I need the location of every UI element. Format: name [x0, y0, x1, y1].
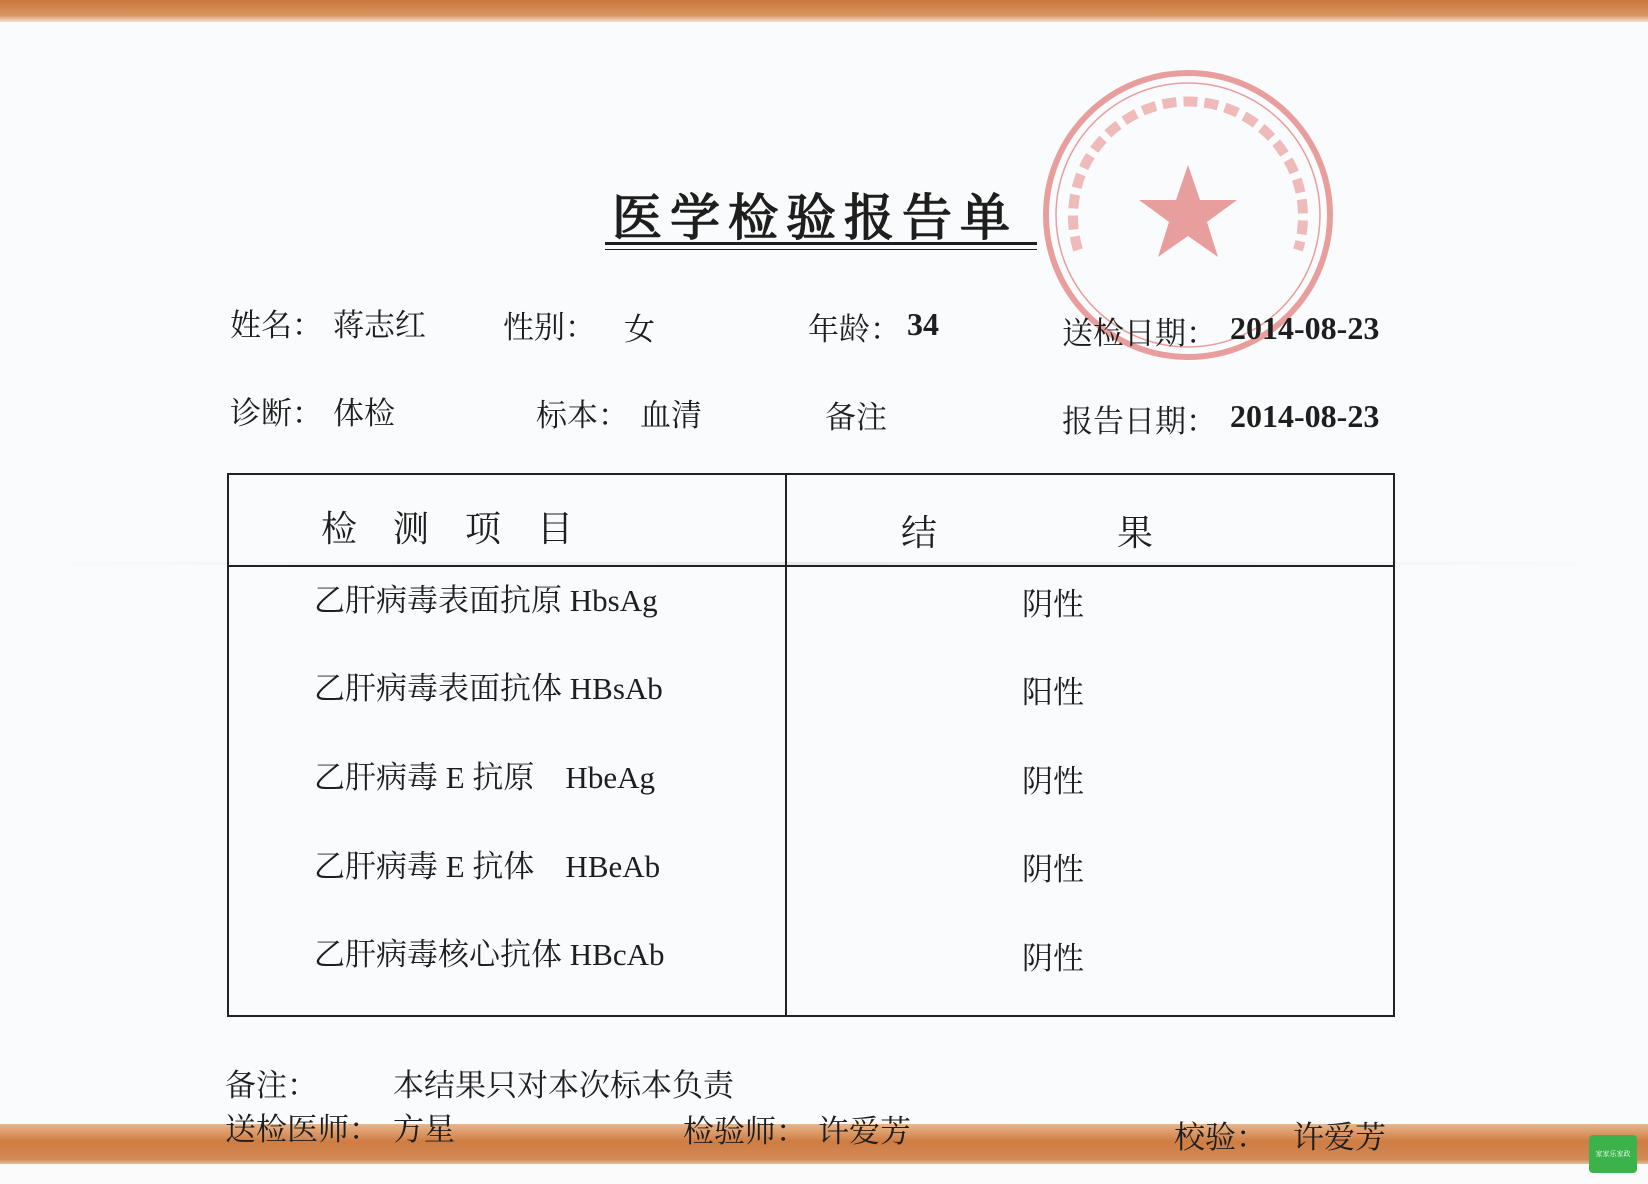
diagnosis-value: 体检	[333, 396, 395, 432]
table-row-result: 阴性	[1022, 587, 1084, 623]
table-row-result: 阳性	[1022, 675, 1084, 711]
send-date-label: 送检日期：	[1062, 316, 1217, 352]
examiner-value: 许爱芳	[818, 1114, 911, 1150]
watermark-badge: 家家乐家政	[1589, 1135, 1637, 1173]
top-paper-band	[0, 0, 1648, 22]
send-date-value: 2014-08-23	[1230, 310, 1380, 346]
table-row-item: 乙肝病毒 E 抗体 HBeAb	[314, 849, 661, 884]
gender-label: 性别：	[503, 310, 596, 346]
title-underline	[605, 242, 1037, 250]
footer-note-label: 备注：	[225, 1068, 318, 1104]
report-date-value: 2014-08-23	[1230, 398, 1380, 434]
doctor-value: 方星	[393, 1112, 455, 1148]
paper-edge	[0, 1164, 1648, 1184]
header-test-item: 检 测 项 目	[321, 509, 574, 550]
table-row-item: 乙肝病毒表面抗体 HBsAb	[314, 671, 663, 706]
age-value: 34	[907, 306, 939, 342]
diagnosis-label: 诊断：	[230, 396, 323, 432]
sample-value: 血清	[640, 398, 702, 434]
header-divider	[229, 565, 1393, 567]
name-value: 蒋志红	[333, 308, 426, 344]
age-label: 年龄：	[808, 312, 901, 348]
column-divider	[785, 475, 787, 1015]
table-row-item: 乙肝病毒表面抗原 HbsAg	[314, 583, 658, 618]
report-date-label: 报告日期：	[1062, 404, 1217, 440]
table-row-result: 阴性	[1022, 941, 1084, 977]
doctor-label: 送检医师：	[225, 1112, 380, 1148]
examiner-label: 检验师：	[683, 1114, 807, 1150]
table-row-result: 阴性	[1022, 764, 1084, 800]
name-label: 姓名：	[230, 308, 323, 344]
table-row-item: 乙肝病毒核心抗体 HBcAb	[314, 937, 665, 972]
remark-label: 备注	[825, 400, 887, 436]
checker-value: 许爱芳	[1293, 1120, 1386, 1156]
report-title: 医学检验报告单	[612, 188, 1018, 247]
footer-note-value: 本结果只对本次标本负责	[393, 1068, 734, 1104]
table-row-item: 乙肝病毒 E 抗原 HbeAg	[314, 760, 655, 795]
gender-value: 女	[624, 312, 655, 348]
table-row-result: 阴性	[1022, 852, 1084, 888]
seal-star-icon	[1139, 165, 1237, 257]
results-table	[227, 473, 1395, 1017]
sample-label: 标本：	[536, 398, 629, 434]
header-result: 结 果	[901, 513, 1154, 554]
checker-label: 校验：	[1174, 1120, 1267, 1156]
